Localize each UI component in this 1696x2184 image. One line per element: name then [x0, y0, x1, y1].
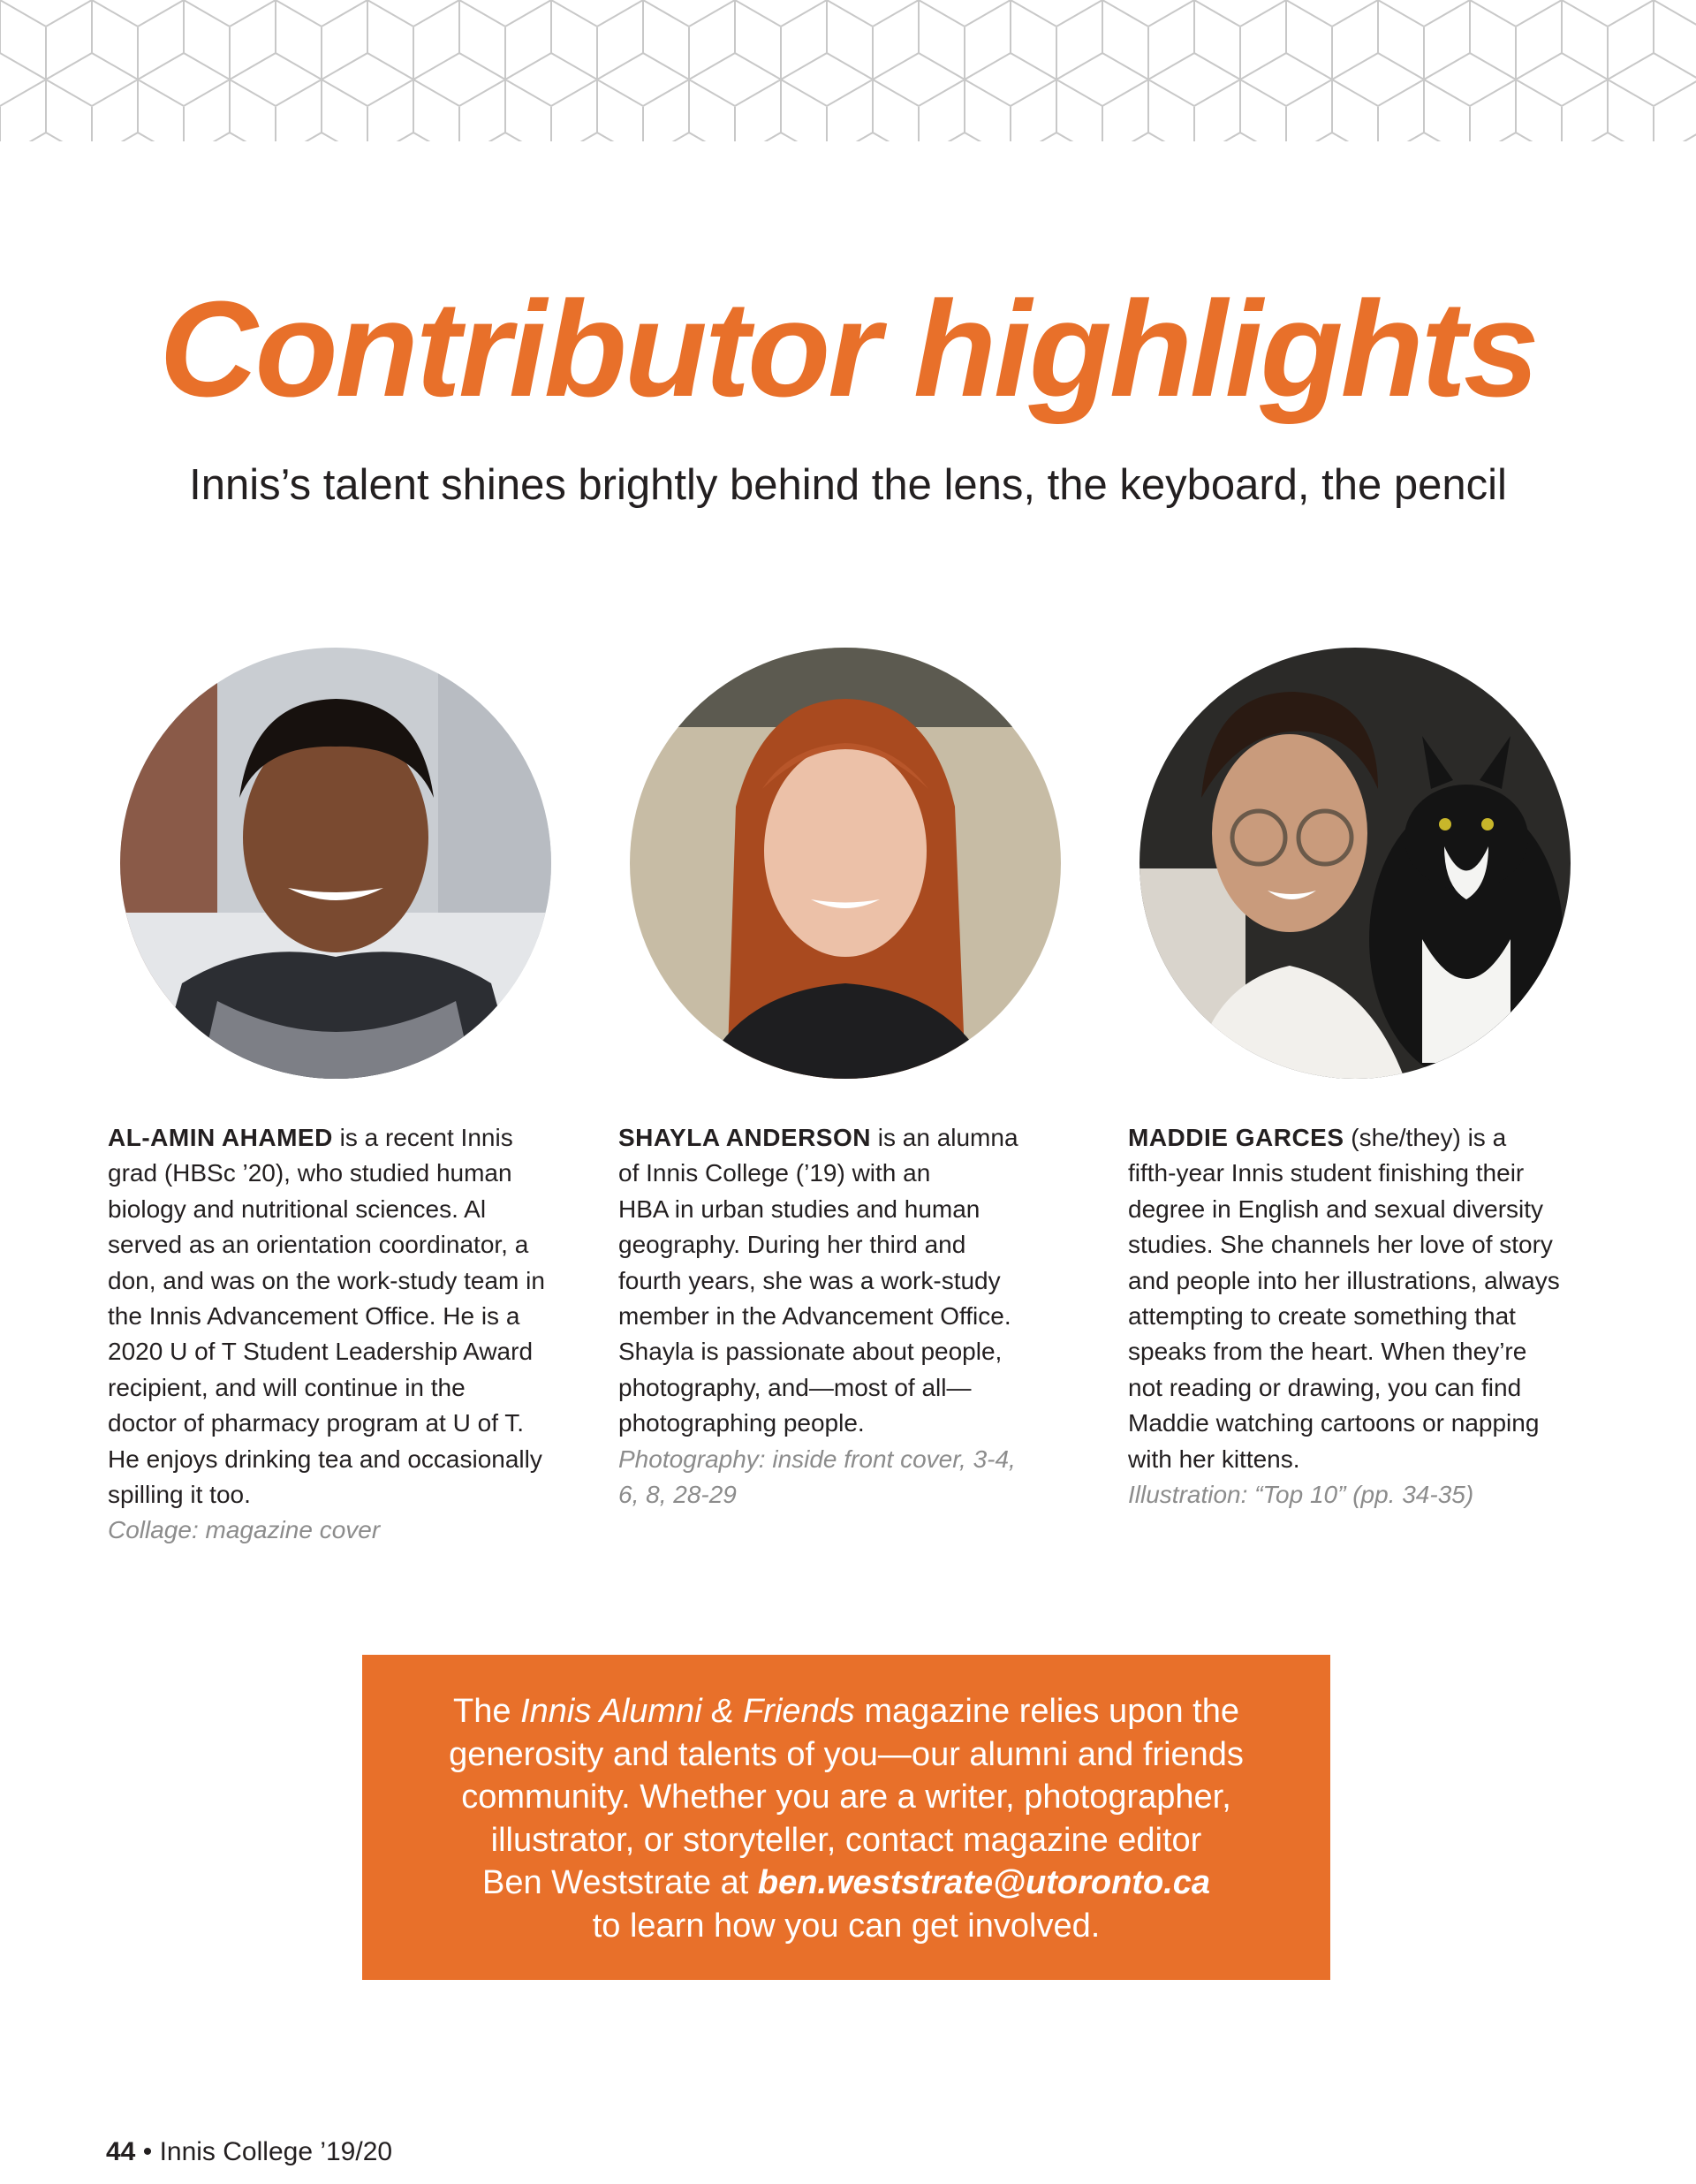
bio-text: fourth years, she was a work-study: [618, 1266, 1001, 1294]
bio-text: (she/they) is a: [1344, 1124, 1507, 1151]
bio-text: attempting to create something that: [1128, 1302, 1516, 1331]
magazine-name: Innis Alumni & Friends: [520, 1693, 855, 1730]
callout-text: Ben Weststrate at: [481, 1864, 758, 1901]
contributor-name: MADDIE GARCES: [1128, 1124, 1344, 1151]
bio-text: geography. During her third and: [618, 1231, 966, 1259]
bio-text: served as an orientation coordinator, a: [108, 1231, 529, 1259]
bio-maddie-garces: [1128, 1120, 1605, 1513]
bio-text: Maddie watching cartoons or napping: [1128, 1409, 1540, 1437]
callout-text: magazine relies upon the: [854, 1693, 1239, 1730]
credit-line: 6, 8, 28-29: [618, 1481, 737, 1509]
credit-line: Photography: inside front cover, 3-4,: [618, 1445, 1016, 1473]
editor-email-link[interactable]: ben.weststrate@utoronto.ca: [757, 1864, 1211, 1901]
credit-line: Collage: magazine cover: [108, 1516, 381, 1544]
callout-line: [362, 1862, 1330, 1905]
page-subtitle: Innis’s talent shines brightly behind the lens, the keyboard, the pencil: [189, 461, 1507, 509]
portrait-maddie-garces: [1140, 648, 1571, 1079]
bio-text: doctor of pharmacy program at U of T.: [108, 1409, 525, 1437]
bio-text: grad (HBSc ’20), who studied human: [108, 1159, 512, 1187]
bio-text: is a recent Innis: [332, 1124, 513, 1151]
bio-text: studies. She channels her love of story: [1128, 1231, 1553, 1259]
bio-text: member in the Advancement Office.: [618, 1302, 1011, 1331]
publication-name: Innis College ’19/20: [159, 2137, 393, 2166]
bio-text: the Innis Advancement Office. He is a: [108, 1302, 520, 1331]
bio-text: degree in English and sexual diversity: [1128, 1194, 1544, 1223]
bio-text: and people into her illustrations, always: [1128, 1266, 1560, 1294]
callout-text: The: [453, 1693, 521, 1730]
contributor-name: SHAYLA ANDERSON: [618, 1124, 871, 1151]
bio-text: spilling it too.: [108, 1481, 251, 1509]
footer-separator: •: [135, 2137, 160, 2166]
page-number: 44: [106, 2137, 136, 2166]
bio-text: He enjoys drinking tea and occasionally: [108, 1445, 542, 1473]
bio-text: photography, and—most of all—: [618, 1373, 972, 1401]
bio-text: recipient, and will continue in the: [108, 1373, 466, 1401]
bio-al-amin-ahamed: [108, 1120, 585, 1549]
bio-text: HBA in urban studies and human: [618, 1194, 980, 1223]
page-footer: [106, 2136, 392, 2168]
portrait-al-amin-ahamed: [120, 648, 551, 1079]
callout-line: [362, 1690, 1330, 1733]
contribute-callout-box: [362, 1655, 1330, 1980]
bio-text: biology and nutritional sciences. Al: [108, 1194, 487, 1223]
bio-text: photographing people.: [618, 1409, 865, 1437]
bio-text: 2020 U of T Student Leadership Award: [108, 1338, 534, 1366]
callout-line: illustrator, or storyteller, contact magazine editor: [490, 1821, 1202, 1859]
cube-pattern-header: [0, 0, 1696, 168]
callout-line: to learn how you can get involved.: [592, 1907, 1101, 1945]
credit-line: Illustration: “Top 10” (pp. 34-35): [1128, 1481, 1474, 1509]
callout-line: generosity and talents of you—our alumni and friends: [449, 1735, 1244, 1773]
bio-text: speaks from the heart. When they’re: [1128, 1338, 1527, 1366]
bio-text: of Innis College (’19) with an: [618, 1159, 931, 1187]
bio-text: is an alumna: [870, 1124, 1018, 1151]
bio-text: Shayla is passionate about people,: [618, 1338, 1003, 1366]
contributor-name: AL-AMIN AHAMED: [108, 1124, 333, 1151]
callout-line: community. Whether you are a writer, photographer,: [461, 1778, 1231, 1816]
portrait-shayla-anderson: [630, 648, 1061, 1079]
bio-text: fifth-year Innis student finishing their: [1128, 1159, 1525, 1187]
page-title: Contributor highlights: [159, 273, 1537, 425]
bio-text: with her kittens.: [1128, 1445, 1300, 1473]
bio-text: don, and was on the work-study team in: [108, 1266, 545, 1294]
bio-text: not reading or drawing, you can find: [1128, 1373, 1522, 1401]
bio-shayla-anderson: [618, 1120, 1095, 1513]
